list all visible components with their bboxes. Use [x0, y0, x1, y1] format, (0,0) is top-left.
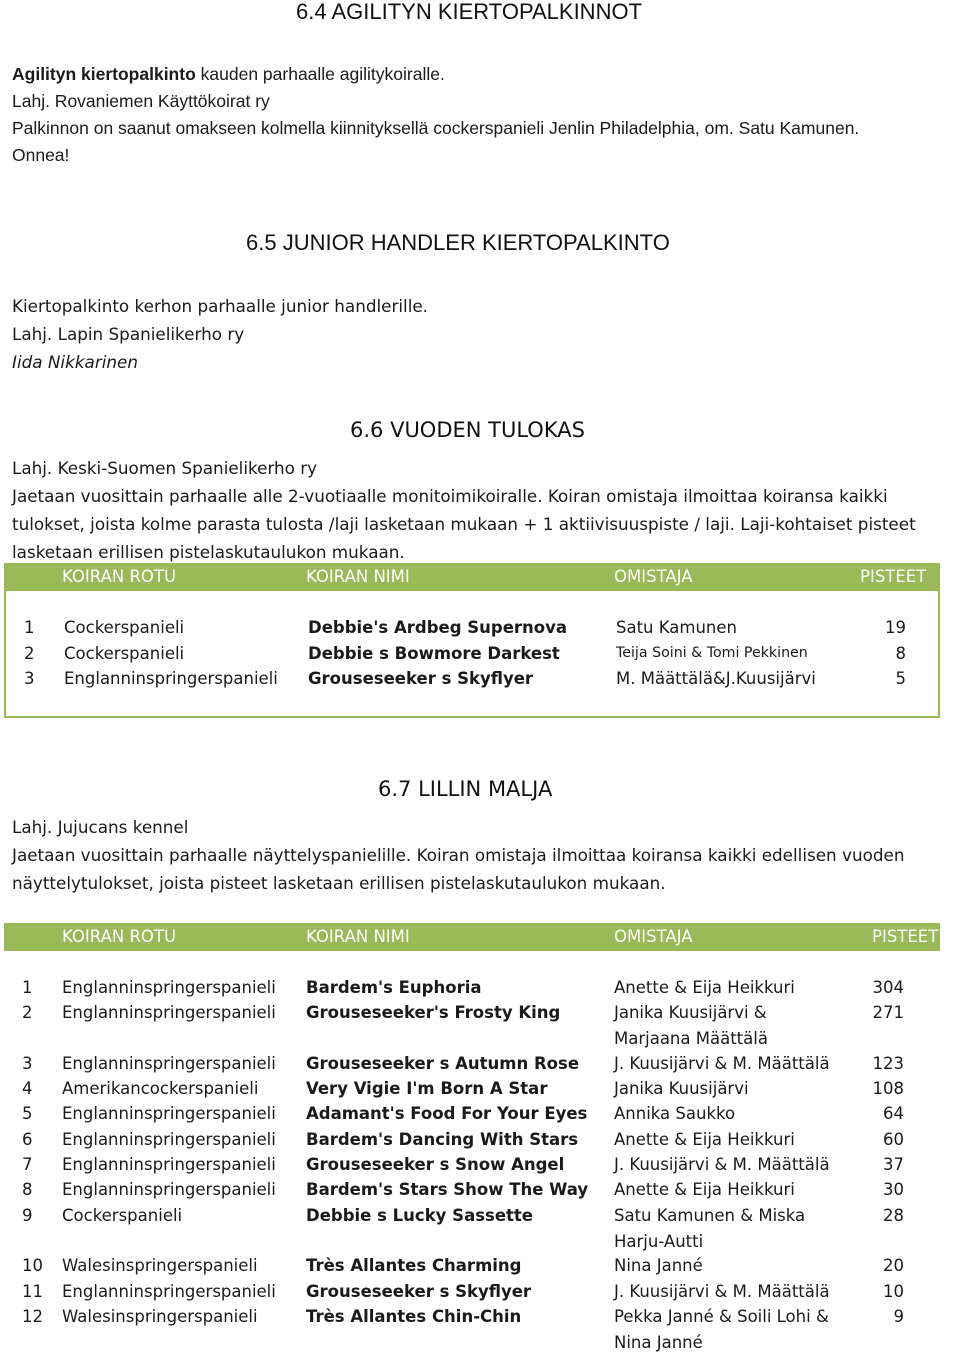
- row-owner: [614, 1304, 854, 1355]
- row-dog-name: Très Allantes Chin-Chin: [306, 1307, 522, 1326]
- row-breed: Cockerspanieli: [64, 618, 185, 637]
- row-owner: Annika Saukko: [614, 1104, 736, 1123]
- row-points: 64: [883, 1104, 904, 1123]
- row-dog-name: Debbie s Lucky Sassette: [306, 1206, 533, 1225]
- section-title-newcomer: 6.6 VUODEN TULOKAS: [350, 418, 585, 442]
- row-owner: Nina Janné: [614, 1256, 703, 1275]
- row-number: 3: [24, 669, 35, 688]
- row-dog-name: Grouseseeker s Skyflyer: [306, 1282, 532, 1301]
- agility-winner-note: Palkinnon on saanut omakseen kolmella kiinnityksellä cockerspanieli Jenlin Philadelphia, om. Satu Kamunen. Onnea!: [12, 118, 860, 165]
- row-owner-line: Pekka Janné & Soili Lohi &: [614, 1307, 829, 1326]
- col-name: KOIRAN NIMI: [306, 567, 410, 586]
- row-dog-name: Bardem's Euphoria: [306, 978, 482, 997]
- row-points: 30: [883, 1180, 904, 1199]
- row-owner: J. Kuusijärvi & M. Määttälä: [614, 1155, 830, 1174]
- col-name: KOIRAN NIMI: [306, 927, 410, 946]
- row-breed: Amerikancockerspanieli: [62, 1079, 259, 1098]
- junior-handler-winner: Iida Nikkarinen: [12, 352, 138, 372]
- junior-handler-donor: Lahj. Lapin Spanielikerho ry: [12, 324, 245, 344]
- row-number: 1: [24, 618, 35, 637]
- row-points: 28: [883, 1206, 904, 1225]
- row-breed: Englanninspringerspanieli: [62, 1003, 276, 1022]
- row-breed: Walesinspringerspanieli: [62, 1307, 258, 1326]
- row-owner-line: Marjaana Määttälä: [614, 1028, 768, 1048]
- row-dog-name: Very Vigie I'm Born A Star: [306, 1079, 548, 1098]
- row-dog-name: Debbie s Bowmore Darkest: [308, 644, 560, 663]
- col-points: PISTEET: [872, 927, 939, 946]
- row-owner-line: Satu Kamunen & Miska: [614, 1206, 806, 1225]
- lilli-table: [4, 951, 940, 1356]
- row-breed: Englanninspringerspanieli: [62, 1104, 276, 1123]
- row-owner-line: Nina Janné: [614, 1332, 703, 1352]
- row-owner: Anette & Eija Heikkuri: [614, 1130, 795, 1149]
- col-breed: KOIRAN ROTU: [62, 567, 177, 586]
- row-number: 11: [22, 1282, 43, 1301]
- col-owner: OMISTAJA: [614, 567, 693, 586]
- agility-award-desc: kauden parhaalle agilitykoiralle.: [195, 64, 445, 84]
- section-title-junior-handler: 6.5 JUNIOR HANDLER KIERTOPALKINTO: [246, 230, 670, 255]
- row-owner: Teija Soini & Tomi Pekkinen: [616, 645, 808, 661]
- row-number: 4: [22, 1079, 33, 1098]
- row-breed: Englanninspringerspanieli: [62, 1282, 276, 1301]
- row-dog-name: Bardem's Dancing With Stars: [306, 1130, 579, 1149]
- newcomer-text: [12, 454, 942, 566]
- row-dog-name: Adamant's Food For Your Eyes: [306, 1104, 588, 1123]
- lilli-cup-donor: Lahj. Jujucans kennel: [12, 817, 189, 837]
- junior-handler-text: [12, 292, 942, 376]
- row-number: 2: [22, 1003, 33, 1022]
- col-points: PISTEET: [860, 567, 927, 586]
- newcomer-table-header: [4, 563, 940, 591]
- row-points: 123: [872, 1054, 904, 1073]
- row-owner: Janika Kuusijärvi: [614, 1079, 749, 1098]
- row-breed: Cockerspanieli: [64, 644, 185, 663]
- row-number: 6: [22, 1130, 33, 1149]
- col-owner: OMISTAJA: [614, 927, 693, 946]
- row-breed: Englanninspringerspanieli: [62, 1155, 276, 1174]
- row-owner: Satu Kamunen: [616, 618, 737, 637]
- agility-award-name: Agilityn kiertopalkinto: [12, 64, 196, 84]
- row-owner: Anette & Eija Heikkuri: [614, 1180, 795, 1199]
- row-breed: Englanninspringerspanieli: [62, 1054, 276, 1073]
- row-breed: Englanninspringerspanieli: [62, 978, 276, 997]
- row-dog-name: Debbie's Ardbeg Supernova: [308, 618, 567, 637]
- newcomer-donor: Lahj. Keski-Suomen Spanielikerho ry: [12, 458, 318, 478]
- row-owner: [614, 1203, 854, 1254]
- lilli-table-header: [4, 923, 940, 951]
- agility-text: [12, 61, 942, 169]
- row-owner-line: Janika Kuusijärvi &: [614, 1003, 767, 1022]
- col-breed: KOIRAN ROTU: [62, 927, 177, 946]
- row-breed: Englanninspringerspanieli: [62, 1180, 276, 1199]
- row-dog-name: Grouseseeker s Snow Angel: [306, 1155, 565, 1174]
- row-number: 7: [22, 1155, 33, 1174]
- row-points: 10: [883, 1282, 904, 1301]
- row-points: 304: [872, 978, 904, 997]
- row-number: 5: [22, 1104, 33, 1123]
- row-dog-name: Grouseseeker s Skyflyer: [308, 669, 534, 688]
- row-owner: M. Määttälä&J.Kuusijärvi: [616, 669, 816, 688]
- row-breed: Englanninspringerspanieli: [64, 669, 278, 688]
- row-number: 12: [22, 1307, 43, 1326]
- row-points: 37: [883, 1155, 904, 1174]
- row-breed: Cockerspanieli: [62, 1206, 183, 1225]
- row-points: 5: [895, 669, 906, 688]
- row-owner: [614, 1000, 854, 1051]
- row-number: 8: [22, 1180, 33, 1199]
- row-points: 60: [883, 1130, 904, 1149]
- row-owner: J. Kuusijärvi & M. Määttälä: [614, 1282, 830, 1301]
- row-dog-name: Grouseseeker's Frosty King: [306, 1003, 561, 1022]
- row-owner: J. Kuusijärvi & M. Määttälä: [614, 1054, 830, 1073]
- row-points: 8: [895, 644, 906, 663]
- row-points: 9: [893, 1307, 904, 1326]
- newcomer-desc: Jaetaan vuosittain parhaalle alle 2-vuotiaalle monitoimikoiralle. Koiran omistaja ilmoittaa koiransa kaikki tulokset, joista kolme parasta tulosta /laji lasketaan mukaan + 1 aktiivisuuspiste / laji. Laji-kohtaiset pisteet lasketaan erillisen pistelaskutaulukon mukaan.: [12, 486, 916, 562]
- row-breed: Walesinspringerspanieli: [62, 1256, 258, 1275]
- section-title-agility: 6.4 AGILITYN KIERTOPALKINNOT: [296, 0, 643, 24]
- row-points: 20: [883, 1256, 904, 1275]
- row-dog-name: Très Allantes Charming: [306, 1256, 522, 1275]
- row-points: 108: [872, 1079, 904, 1098]
- row-number: 10: [22, 1256, 43, 1275]
- row-owner-line: Harju-Autti: [614, 1231, 704, 1251]
- lilli-cup-text: [12, 813, 942, 897]
- row-number: 1: [22, 978, 33, 997]
- section-title-lilli-cup: 6.7 LILLIN MALJA: [378, 777, 553, 801]
- agility-donor: Lahj. Rovaniemen Käyttökoirat ry: [12, 91, 270, 111]
- lilli-cup-desc: Jaetaan vuosittain parhaalle näyttelyspanielille. Koiran omistaja ilmoittaa koiransa kaikki edellisen vuoden näyttelytulokset, joista pisteet lasketaan erillisen pistelaskutaulukon mukaan.: [12, 845, 905, 893]
- row-breed: Englanninspringerspanieli: [62, 1130, 276, 1149]
- newcomer-table: [4, 591, 940, 718]
- row-owner: Anette & Eija Heikkuri: [614, 978, 795, 997]
- junior-handler-desc: Kiertopalkinto kerhon parhaalle junior handlerille.: [12, 296, 429, 316]
- row-number: 3: [22, 1054, 33, 1073]
- row-number: 2: [24, 644, 35, 663]
- row-number: 9: [22, 1206, 33, 1225]
- row-dog-name: Bardem's Stars Show The Way: [306, 1180, 589, 1199]
- row-points: 19: [885, 618, 906, 637]
- row-points: 271: [872, 1003, 904, 1022]
- row-dog-name: Grouseseeker s Autumn Rose: [306, 1054, 580, 1073]
